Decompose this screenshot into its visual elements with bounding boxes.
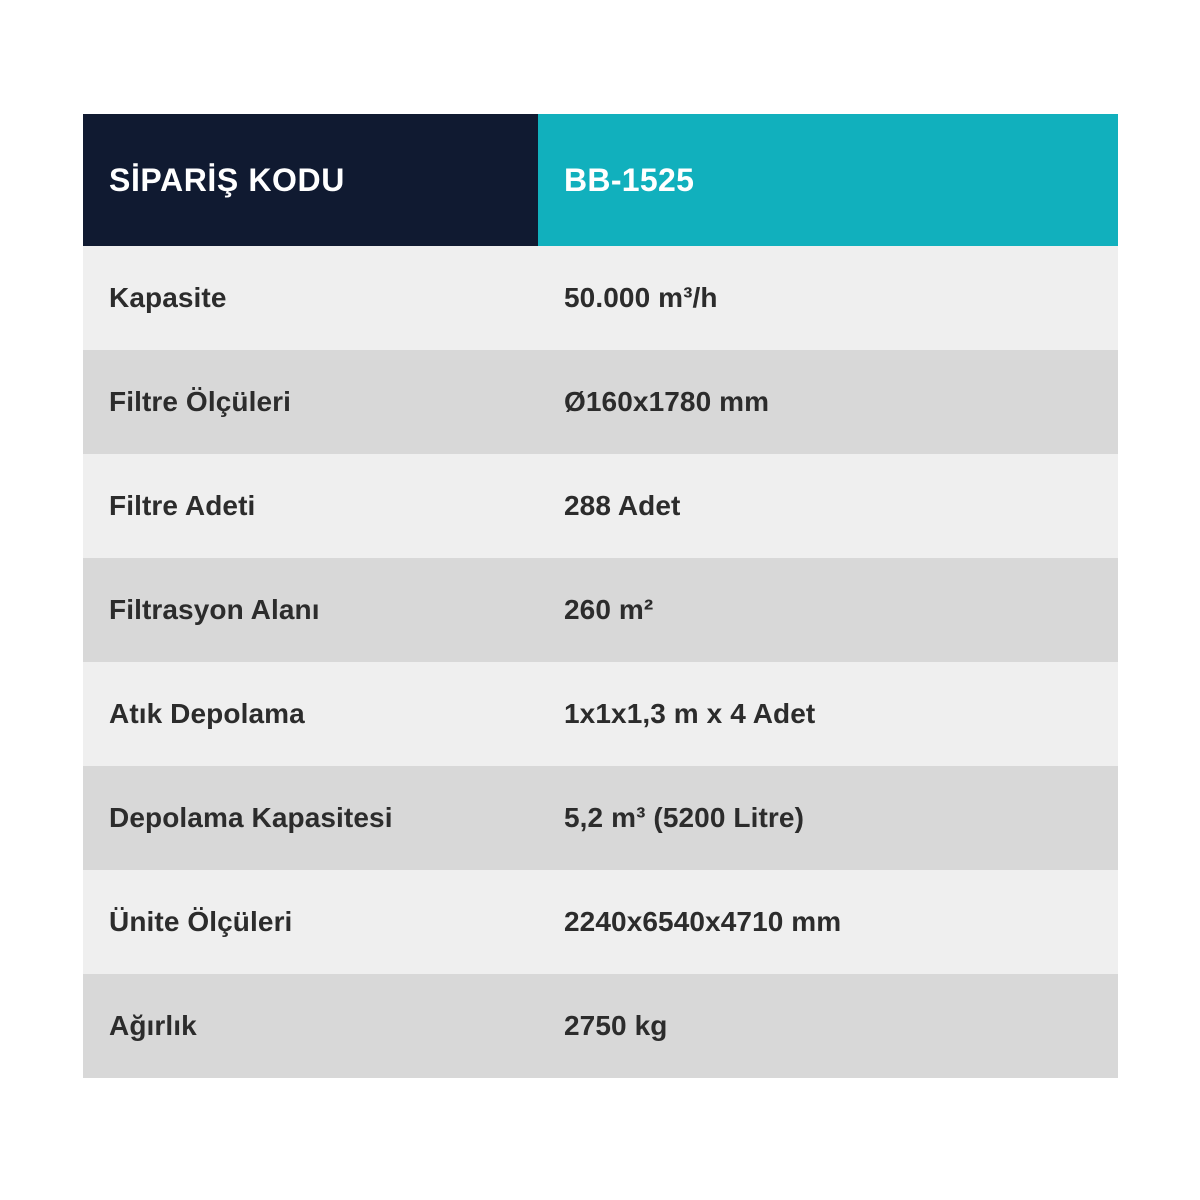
table-row <box>83 766 1118 870</box>
row-value: 2750 kg <box>538 974 1118 1078</box>
table-row <box>83 662 1118 766</box>
row-value: Ø160x1780 mm <box>538 350 1118 454</box>
row-label: Filtrasyon Alanı <box>83 558 538 662</box>
table-row <box>83 974 1118 1078</box>
table-row <box>83 870 1118 974</box>
order-code-header-value: BB-1525 <box>538 114 1118 246</box>
table-row <box>83 246 1118 350</box>
specification-table-container <box>83 114 1118 1078</box>
specification-table-body <box>83 114 1118 1078</box>
table-header-row <box>83 114 1118 246</box>
row-label: Depolama Kapasitesi <box>83 766 538 870</box>
row-value: 288 Adet <box>538 454 1118 558</box>
row-value: 5,2 m³ (5200 Litre) <box>538 766 1118 870</box>
specification-table <box>83 114 1118 1078</box>
table-row <box>83 350 1118 454</box>
row-value: 1x1x1,3 m x 4 Adet <box>538 662 1118 766</box>
row-value: 2240x6540x4710 mm <box>538 870 1118 974</box>
row-label: Atık Depolama <box>83 662 538 766</box>
row-value: 260 m² <box>538 558 1118 662</box>
table-row <box>83 454 1118 558</box>
order-code-header-label: SİPARİŞ KODU <box>83 114 538 246</box>
row-label: Filtre Ölçüleri <box>83 350 538 454</box>
row-label: Ağırlık <box>83 974 538 1078</box>
row-label: Ünite Ölçüleri <box>83 870 538 974</box>
row-label: Kapasite <box>83 246 538 350</box>
row-label: Filtre Adeti <box>83 454 538 558</box>
row-value: 50.000 m³/h <box>538 246 1118 350</box>
table-row <box>83 558 1118 662</box>
